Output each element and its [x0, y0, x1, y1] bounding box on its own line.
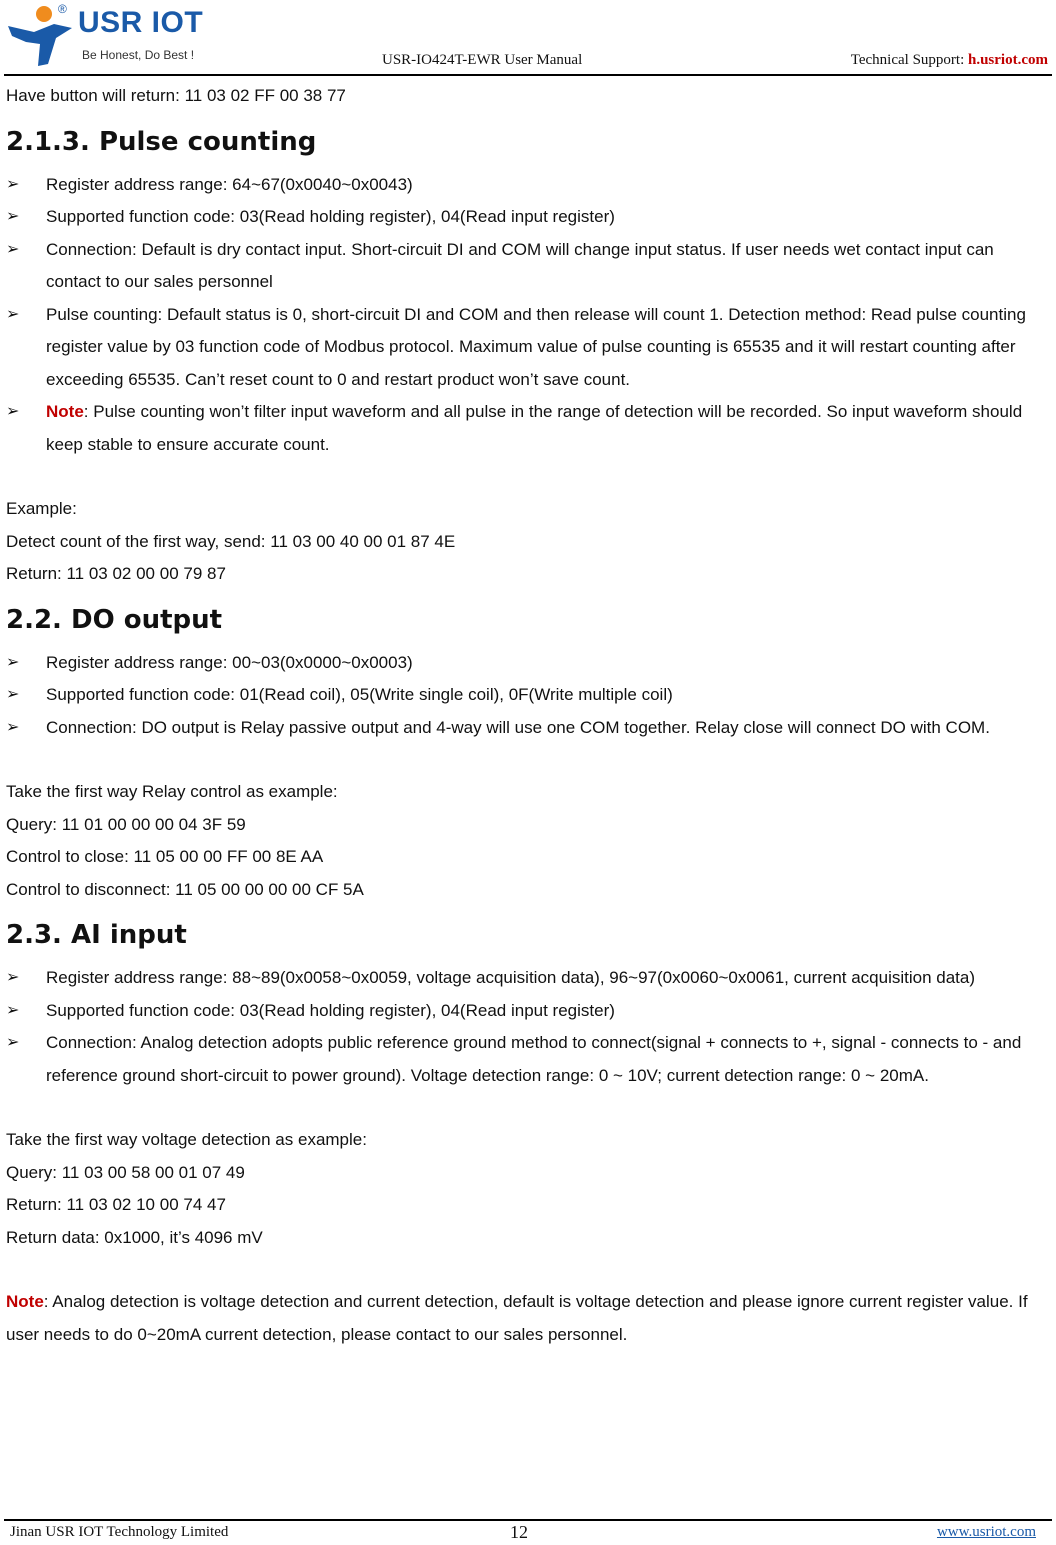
footer-divider — [4, 1519, 1052, 1521]
ai-input-list — [6, 962, 1050, 1092]
arrow-bullet-icon: ➢ — [6, 653, 20, 671]
section-title-do-output: 2.2. DO output — [6, 604, 223, 635]
list-item — [6, 1027, 1050, 1092]
note-label: Note — [46, 402, 84, 421]
example-send: Detect count of the first way, send: 11 03 00 40 00 01 87 4E — [6, 531, 456, 551]
spacer — [6, 744, 1050, 776]
list-item — [6, 995, 1050, 1028]
list-item-text: Connection: DO output is Relay passive output and 4-way will use one COM together. Relay close will connect DO with COM. — [46, 717, 990, 737]
technical-support — [851, 52, 1048, 69]
list-item-text: Pulse counting: Default status is 0, short-circuit DI and COM and then release will count 1. Detection method: Read pulse counting register value by 03 function code of Modbus protocol. Maximum value of pulse counting is 65535 and it will restart counting after exceeding 65535. Can’t reset count to 0 and restart product won’t save count. — [46, 304, 1026, 389]
support-link[interactable]: h.usriot.com — [968, 52, 1048, 68]
list-item — [6, 201, 1050, 234]
list-item — [6, 712, 1050, 745]
list-item-text: Register address range: 88~89(0x0058~0x0059, voltage acquisition data), 96~97(0x0060~0x0061, current acquisition data) — [46, 968, 976, 987]
section-title-ai-input: 2.3. AI input — [6, 920, 187, 950]
voltage-return-data: Return data: 0x1000, it’s 4096 mV — [6, 1227, 263, 1247]
arrow-bullet-icon: ➢ — [6, 175, 20, 193]
list-item-text: Supported function code: 03(Read holding register), 04(Read input register) — [46, 207, 615, 226]
example-label: Example: — [6, 499, 77, 518]
relay-example-label: Take the first way Relay control as example: — [6, 782, 338, 801]
voltage-return: Return: 11 03 02 10 00 74 47 — [6, 1195, 226, 1214]
voltage-query: Query: 11 03 00 58 00 01 07 49 — [6, 1162, 245, 1182]
list-item-text: Connection: Default is dry contact input. Short-circuit DI and COM will change input status. If user needs wet contact input can contact to our sales personnel — [46, 239, 994, 291]
note-text: : Analog detection is voltage detection and current detection, default is voltage detection and please ignore current register value. If user needs to do 0~20mA current detection, please contact to our sales personnel. — [6, 1292, 1028, 1344]
example-return: Return: 11 03 02 00 00 79 87 — [6, 564, 226, 583]
do-output-list — [6, 647, 1050, 745]
list-item-text: Connection: Analog detection adopts public reference ground method to connect(signal + connects to +, signal - connects to - and reference ground short-circuit to power ground). Voltage detection range: 0 ~ 10V; current detection range: 0 ~ 20mA. — [46, 1033, 1022, 1085]
section-title-pulse-counting: 2.1.3. Pulse counting — [6, 126, 317, 157]
arrow-bullet-icon: ➢ — [6, 1001, 20, 1019]
registered-icon: ® — [58, 2, 67, 16]
list-item — [6, 169, 1050, 202]
arrow-bullet-icon: ➢ — [6, 1034, 20, 1051]
arrow-bullet-icon: ➢ — [6, 403, 20, 420]
arrow-bullet-icon: ➢ — [6, 969, 20, 986]
page-number: 12 — [510, 1522, 528, 1542]
list-item-text: Register address range: 64~67(0x0040~0x0043) — [46, 174, 413, 194]
usr-iot-logo — [4, 2, 214, 70]
note-label: Note — [6, 1292, 44, 1311]
pulse-counting-list — [6, 169, 1050, 462]
footer-company: Jinan USR IOT Technology Limited — [10, 1524, 229, 1540]
logo-text: USR IOT — [78, 6, 204, 39]
list-item — [6, 234, 1050, 299]
logo-slogan: Be Honest, Do Best ! — [82, 48, 195, 62]
manual-title: USR-IO424T-EWR User Manual — [382, 52, 583, 68]
note-text: : Pulse counting won’t filter input waveform and all pulse in the range of detection will be recorded. So input waveform should keep stable to ensure accurate count. — [46, 402, 1023, 454]
support-label: Technical Support: — [850, 52, 968, 68]
arrow-bullet-icon: ➢ — [6, 208, 20, 225]
voltage-example-label: Take the first way voltage detection as example: — [6, 1130, 367, 1149]
footer-website-link[interactable]: www.usriot.com — [936, 1524, 1036, 1540]
arrow-bullet-icon: ➢ — [6, 718, 20, 736]
arrow-bullet-icon: ➢ — [6, 686, 20, 703]
arrow-bullet-icon: ➢ — [6, 240, 20, 258]
list-item-note — [6, 396, 1050, 461]
spacer — [6, 1092, 1050, 1124]
list-item-text: Supported function code: 01(Read coil), 05(Write single coil), 0F(Write multiple coil) — [46, 685, 673, 704]
list-item — [6, 679, 1050, 712]
list-item — [6, 647, 1050, 680]
list-item — [6, 299, 1050, 397]
list-item-text: Supported function code: 03(Read holding register), 04(Read input register) — [46, 1000, 615, 1020]
arrow-bullet-icon: ➢ — [6, 305, 20, 323]
relay-close: Control to close: 11 05 00 00 FF 00 8E AA — [6, 847, 324, 866]
page-header — [0, 0, 1056, 78]
header-divider — [4, 74, 1052, 76]
list-item — [6, 962, 1050, 995]
intro-line: Have button will return: 11 03 02 FF 00 38 77 — [6, 86, 346, 105]
relay-disconnect: Control to disconnect: 11 05 00 00 00 00 CF 5A — [6, 879, 364, 899]
analog-note — [6, 1286, 1050, 1351]
relay-query: Query: 11 01 00 00 00 04 3F 59 — [6, 814, 246, 834]
list-item-text: Register address range: 00~03(0x0000~0x0003) — [46, 652, 413, 672]
page-content — [6, 80, 1050, 1351]
spacer — [6, 1254, 1050, 1286]
spacer — [6, 461, 1050, 493]
